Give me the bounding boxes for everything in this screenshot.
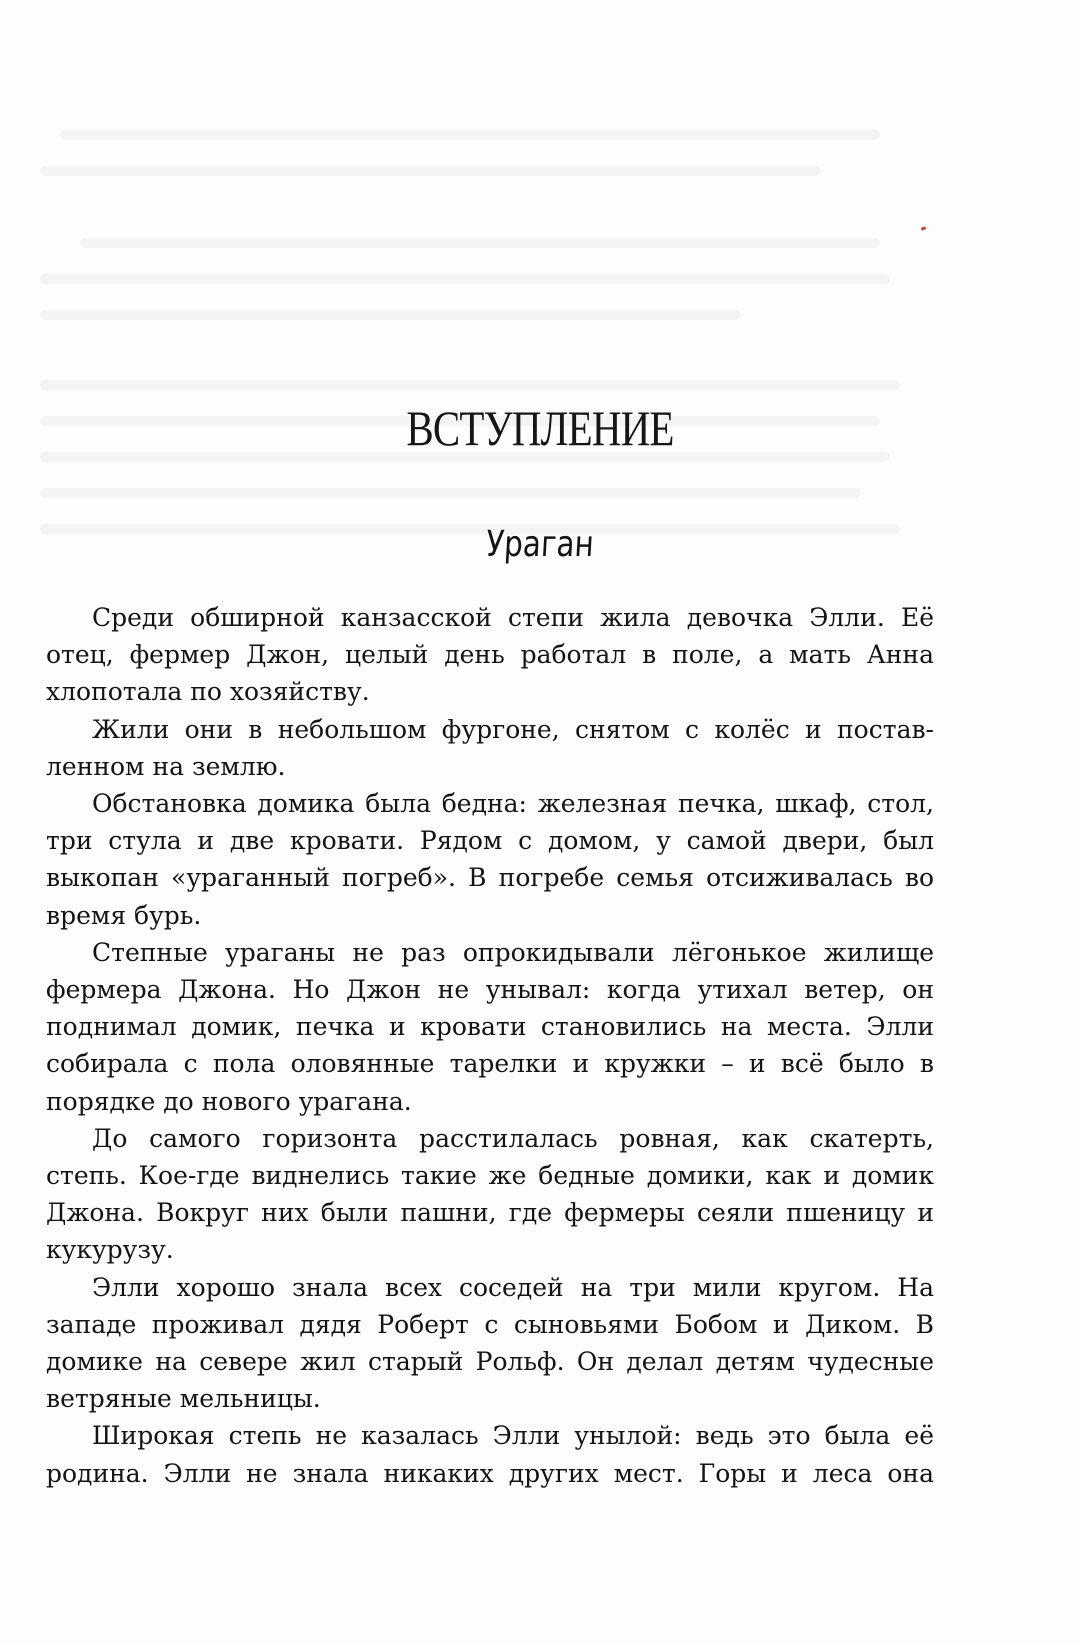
paragraph: Среди обширной канзасской степи жила девочка Элли. Её отец, фермер Джон, целый день работал в поле, а мать Анна хлопотала по хозяйству. <box>46 603 934 707</box>
body-text <box>46 599 934 1492</box>
chapter-subtitle: Ураган <box>484 524 596 565</box>
paragraph: До самого горизонта расстилалась ровная, как скатерть, степь. Кое-где виднелись такие же бедные домики, как и домик Джона. Вокруг них были пашни, где фермеры сеяли пшеницу и кукурузу. <box>46 1123 934 1265</box>
paragraph: Элли хорошо знала всех соседей на три мили кругом. На западе проживал дядя Роберт с сыновьями Бобом и Диком. В домике на севере жил старый Рольф. Он делал детям чудесные ветряные мельницы. <box>46 1272 934 1414</box>
paragraph: Широкая степь не казалась Элли унылой: ведь это была её родина. Элли не знала никаких других мест. Горы и леса она <box>46 1421 934 1488</box>
chapter-title: ВСТУПЛЕНИЕ <box>406 400 674 456</box>
paragraph: Жили они в небольшом фургоне, снятом с колёс и поставленном на землю. <box>46 714 934 781</box>
ink-speck <box>921 226 927 231</box>
paragraph: Обстановка домика была бедна: железная печка, шкаф, стол, три стула и две кровати. Рядом с домом, у самой двери, был выкопан «ураганный погреб». В погребе семья отсиживалась во время бурь. <box>46 789 934 930</box>
paragraph: Степные ураганы не раз опрокидывали лёгонькое жилище фермера Джона. Но Джон не унывал: когда утихал ветер, он поднимал домик, печка и кровати становились на места. Элли собирала с пола оловянные тарелки и кружки – и всё было в порядке до нового урагана. <box>46 937 934 1116</box>
